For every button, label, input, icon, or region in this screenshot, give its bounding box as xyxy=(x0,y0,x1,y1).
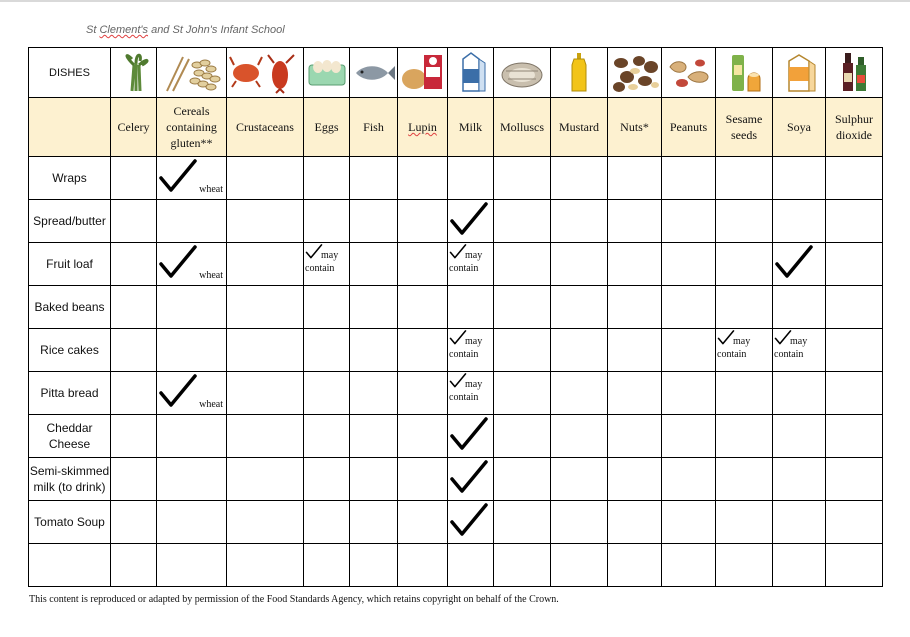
allergen-cell xyxy=(826,415,883,458)
allergen-cell xyxy=(304,372,350,415)
may-contain-note: contain xyxy=(449,349,479,360)
dish-row xyxy=(29,501,883,544)
allergen-cell xyxy=(448,501,494,544)
dish-name: Rice cakes xyxy=(29,329,111,372)
nuts-image xyxy=(608,48,662,98)
allergen-cell xyxy=(494,329,551,372)
allergen-cell xyxy=(494,286,551,329)
tick-icon xyxy=(159,159,197,193)
wheat-note: wheat xyxy=(199,184,223,195)
dish-row xyxy=(29,329,883,372)
allergen-cell xyxy=(826,501,883,544)
allergen-cell xyxy=(398,458,448,501)
allergen-header: Sulphur dioxide xyxy=(826,98,883,157)
allergen-cell xyxy=(662,458,716,501)
allergen-cell xyxy=(551,286,608,329)
allergen-cell xyxy=(608,243,662,286)
allergen-cell xyxy=(448,157,494,200)
allergen-cell xyxy=(227,243,304,286)
allergen-cell xyxy=(551,415,608,458)
allergen-cell xyxy=(227,458,304,501)
allergen-cell xyxy=(826,243,883,286)
allergen-cell xyxy=(304,415,350,458)
tick-icon xyxy=(159,245,197,279)
allergen-cell xyxy=(350,286,398,329)
allergen-cell xyxy=(304,286,350,329)
may-contain-note: contain xyxy=(305,263,335,274)
allergen-cell xyxy=(398,157,448,200)
tick-icon xyxy=(450,202,488,236)
allergen-header: Nuts* xyxy=(608,98,662,157)
allergen-cell xyxy=(608,501,662,544)
allergen-cell xyxy=(157,544,227,587)
dish-name: Cheddar Cheese xyxy=(29,415,111,458)
allergen-cell xyxy=(773,286,826,329)
allergen-cell xyxy=(662,501,716,544)
allergen-cell xyxy=(716,415,773,458)
allergen-cell xyxy=(662,157,716,200)
allergen-header: Crustaceans xyxy=(227,98,304,157)
peanuts-image xyxy=(662,48,716,98)
dishes-title: DISHES xyxy=(29,48,111,98)
allergen-cell xyxy=(826,157,883,200)
allergen-cell xyxy=(494,458,551,501)
allergen-cell xyxy=(350,329,398,372)
allergen-cell xyxy=(398,329,448,372)
may-contain-note: contain xyxy=(774,349,804,360)
allergen-cell xyxy=(227,372,304,415)
allergen-cell xyxy=(551,200,608,243)
dish-name: Tomato Soup xyxy=(29,501,111,544)
allergen-cell xyxy=(111,243,157,286)
allergen-header: Fish xyxy=(350,98,398,157)
school-name: St Clement's and St John's Infant School xyxy=(86,24,285,36)
allergen-cell xyxy=(350,372,398,415)
allergen-cell xyxy=(551,372,608,415)
allergen-cell xyxy=(494,157,551,200)
allergen-cell xyxy=(608,329,662,372)
allergen-cell xyxy=(398,243,448,286)
allergen-cell xyxy=(111,458,157,501)
allergen-cell xyxy=(826,200,883,243)
tick-icon xyxy=(450,417,488,451)
fish-image xyxy=(350,48,398,98)
allergen-table xyxy=(28,47,883,587)
allergen-cell xyxy=(716,372,773,415)
allergen-cell xyxy=(111,157,157,200)
allergen-cell xyxy=(608,372,662,415)
sesame-image xyxy=(716,48,773,98)
milk-image xyxy=(448,48,494,98)
allergen-header-row xyxy=(29,98,883,157)
allergen-cell xyxy=(304,458,350,501)
sulphur-dioxide-image xyxy=(826,48,883,98)
dish-row xyxy=(29,243,883,286)
allergen-cell xyxy=(350,157,398,200)
mustard-image xyxy=(551,48,608,98)
allergen-image-row xyxy=(29,48,883,98)
allergen-cell xyxy=(773,157,826,200)
allergen-cell xyxy=(448,458,494,501)
allergen-cell xyxy=(398,372,448,415)
allergen-cell xyxy=(773,243,826,286)
allergen-cell xyxy=(551,243,608,286)
allergen-cell xyxy=(826,329,883,372)
allergen-cell xyxy=(716,501,773,544)
crustaceans-image xyxy=(227,48,304,98)
allergen-cell xyxy=(494,544,551,587)
allergen-cell xyxy=(227,501,304,544)
celery-image xyxy=(111,48,157,98)
allergen-cell xyxy=(826,372,883,415)
allergen-cell xyxy=(826,458,883,501)
allergen-cell xyxy=(773,415,826,458)
tick-icon xyxy=(450,503,488,537)
allergen-cell xyxy=(157,286,227,329)
allergen-cell xyxy=(111,501,157,544)
allergen-cell xyxy=(227,157,304,200)
dish-row xyxy=(29,157,883,200)
may-contain-note: may xyxy=(465,250,483,261)
tick-icon xyxy=(159,374,197,408)
allergen-cell xyxy=(350,458,398,501)
allergen-cell xyxy=(111,200,157,243)
allergen-cell xyxy=(716,243,773,286)
allergen-cell xyxy=(551,458,608,501)
may-contain-note: contain xyxy=(449,392,479,403)
allergen-cell xyxy=(227,415,304,458)
allergen-cell xyxy=(662,243,716,286)
allergen-cell xyxy=(350,544,398,587)
allergen-cell xyxy=(608,415,662,458)
allergen-header: Cereals containing gluten** xyxy=(157,98,227,157)
dish-row xyxy=(29,200,883,243)
allergen-cell xyxy=(494,372,551,415)
school-name-underlined-word: Clement's xyxy=(99,24,149,36)
allergen-cell xyxy=(157,200,227,243)
allergen-cell xyxy=(608,286,662,329)
tick-icon xyxy=(775,245,813,279)
allergen-cell xyxy=(398,286,448,329)
allergen-cell xyxy=(773,501,826,544)
dish-row xyxy=(29,544,883,587)
eggs-image xyxy=(304,48,350,98)
allergen-cell xyxy=(773,200,826,243)
allergen-cell xyxy=(227,200,304,243)
allergen-cell xyxy=(773,458,826,501)
allergen-cell xyxy=(304,200,350,243)
header-corner-cell xyxy=(29,98,111,157)
allergen-cell xyxy=(608,544,662,587)
allergen-cell xyxy=(398,501,448,544)
dish-name: Pitta bread xyxy=(29,372,111,415)
allergen-cell xyxy=(551,157,608,200)
allergen-cell xyxy=(448,372,494,415)
allergen-cell xyxy=(662,415,716,458)
allergen-cell xyxy=(716,329,773,372)
allergen-cell xyxy=(773,544,826,587)
allergen-cell xyxy=(157,243,227,286)
allergen-cell xyxy=(494,501,551,544)
allergen-cell xyxy=(157,372,227,415)
allergen-cell xyxy=(448,200,494,243)
allergen-cell xyxy=(826,286,883,329)
dish-row xyxy=(29,415,883,458)
may-contain-note: contain xyxy=(717,349,747,360)
tick-icon xyxy=(450,460,488,494)
allergen-cell xyxy=(350,415,398,458)
allergen-cell xyxy=(448,544,494,587)
allergen-cell xyxy=(662,329,716,372)
allergen-cell xyxy=(448,415,494,458)
allergen-cell xyxy=(111,415,157,458)
allergen-cell xyxy=(304,544,350,587)
allergen-cell xyxy=(551,544,608,587)
allergen-cell xyxy=(716,458,773,501)
allergen-cell xyxy=(157,458,227,501)
allergen-cell xyxy=(157,329,227,372)
allergen-cell xyxy=(494,415,551,458)
allergen-cell xyxy=(157,157,227,200)
allergen-cell xyxy=(448,329,494,372)
allergen-header: Celery xyxy=(111,98,157,157)
allergen-cell xyxy=(608,200,662,243)
allergen-cell xyxy=(304,243,350,286)
allergen-cell xyxy=(227,329,304,372)
dish-rows xyxy=(29,157,883,587)
allergen-cell xyxy=(448,286,494,329)
allergen-cell xyxy=(157,415,227,458)
allergen-cell xyxy=(350,243,398,286)
allergen-cell xyxy=(716,157,773,200)
allergen-header: Milk xyxy=(448,98,494,157)
wheat-note: wheat xyxy=(199,270,223,281)
allergen-cell xyxy=(826,544,883,587)
allergen-cell xyxy=(551,329,608,372)
may-contain-note: may xyxy=(465,379,483,390)
allergen-cell xyxy=(608,458,662,501)
allergen-cell xyxy=(111,329,157,372)
allergen-header: Molluscs xyxy=(494,98,551,157)
allergen-cell xyxy=(662,372,716,415)
dish-row xyxy=(29,458,883,501)
allergen-cell xyxy=(111,372,157,415)
dish-name: Wraps xyxy=(29,157,111,200)
allergen-cell xyxy=(350,501,398,544)
allergen-cell xyxy=(227,286,304,329)
allergen-cell xyxy=(111,544,157,587)
molluscs-image xyxy=(494,48,551,98)
allergen-cell xyxy=(716,200,773,243)
allergen-cell xyxy=(773,372,826,415)
top-border-line xyxy=(0,0,910,2)
allergen-cell xyxy=(662,286,716,329)
allergen-header: Eggs xyxy=(304,98,350,157)
allergen-cell xyxy=(716,286,773,329)
dish-row xyxy=(29,372,883,415)
lupin-image xyxy=(398,48,448,98)
allergen-cell xyxy=(494,243,551,286)
may-contain-note: may xyxy=(790,336,808,347)
allergen-cell xyxy=(304,329,350,372)
copyright-footer: This content is reproduced or adapted by permission of the Food Standards Agency, which retains copyright on behalf of the Crown. xyxy=(29,594,559,605)
allergen-cell xyxy=(716,544,773,587)
allergen-cell xyxy=(448,243,494,286)
may-contain-note: may xyxy=(733,336,751,347)
allergen-cell xyxy=(398,200,448,243)
allergen-cell xyxy=(157,501,227,544)
allergen-header: Peanuts xyxy=(662,98,716,157)
allergen-cell xyxy=(662,544,716,587)
allergen-cell xyxy=(304,157,350,200)
may-contain-note: may xyxy=(321,250,339,261)
allergen-header: Lupin xyxy=(398,98,448,157)
allergen-cell xyxy=(773,329,826,372)
dish-name: Spread/butter xyxy=(29,200,111,243)
allergen-header: Sesame seeds xyxy=(716,98,773,157)
wheat-note: wheat xyxy=(199,399,223,410)
allergen-cell xyxy=(350,200,398,243)
cereals-image xyxy=(157,48,227,98)
may-contain-note: may xyxy=(465,336,483,347)
allergen-cell xyxy=(398,415,448,458)
allergen-cell xyxy=(551,501,608,544)
dish-name: Baked beans xyxy=(29,286,111,329)
dish-name: Semi-skimmed milk (to drink) xyxy=(29,458,111,501)
allergen-cell xyxy=(111,286,157,329)
allergen-cell xyxy=(227,544,304,587)
dish-row xyxy=(29,286,883,329)
dish-name: Fruit loaf xyxy=(29,243,111,286)
allergen-cell xyxy=(662,200,716,243)
allergen-cell xyxy=(608,157,662,200)
allergen-cell xyxy=(494,200,551,243)
allergen-cell xyxy=(398,544,448,587)
dish-name xyxy=(29,544,111,587)
allergen-cell xyxy=(304,501,350,544)
soya-image xyxy=(773,48,826,98)
allergen-header: Mustard xyxy=(551,98,608,157)
allergen-header: Soya xyxy=(773,98,826,157)
may-contain-note: contain xyxy=(449,263,479,274)
